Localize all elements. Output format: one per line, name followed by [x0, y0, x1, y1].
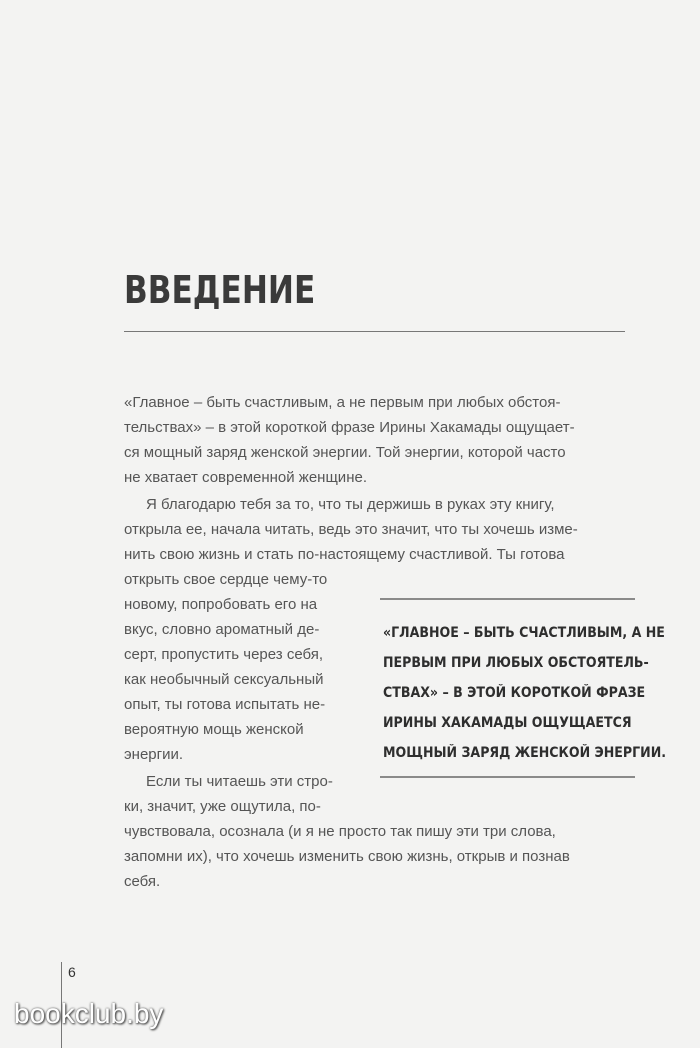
pull-quote-line: «ГЛАВНОЕ – БЫТЬ СЧАСТЛИВЫМ, А НЕ [383, 625, 665, 641]
page-number: 6 [68, 964, 76, 980]
body-line: ся мощный заряд женской энергии. Той энергии, которой часто [124, 444, 566, 461]
pull-quote-line: ПЕРВЫМ ПРИ ЛЮБЫХ ОБСТОЯТЕЛЬ- [383, 655, 649, 671]
body-line: как необычный сексуальный [124, 671, 324, 688]
body-line: Я благодарю тебя за то, что ты держишь в руках эту книгу, [146, 496, 555, 513]
pull-quote [383, 618, 667, 768]
pull-quote-top-rule [380, 598, 635, 600]
body-line: открыть свое сердце чему-то [124, 571, 328, 588]
body-line: серт, пропустить через себя, [124, 646, 324, 663]
body-line: новому, попробовать его на [124, 596, 318, 613]
body-line: запомни их), что хочешь изменить свою жизнь, открыв и познав [124, 848, 570, 865]
watermark: bookclub.by [14, 998, 164, 1029]
body-line: энергии. [124, 746, 184, 763]
body-line: Если ты читаешь эти стро- [146, 773, 333, 790]
pull-quote-line: ИРИНЫ ХАКАМАДЫ ОЩУЩАЕТСЯ [383, 715, 632, 731]
body-line: нить свою жизнь и стать по-настоящему счастливой. Ты готова [124, 546, 565, 563]
body-line: не хватает современной женщине. [124, 469, 367, 486]
body-line: «Главное – быть счастливым, а не первым при любых обстоя- [124, 394, 561, 411]
pull-quote-line: МОЩНЫЙ ЗАРЯД ЖЕНСКОЙ ЭНЕРГИИ. [383, 745, 667, 761]
body-line: тельствах» – в этой короткой фразе Ирины Хакамады ощущает- [124, 419, 575, 436]
pull-quote-bottom-rule [380, 776, 635, 778]
chapter-heading: ВВЕДЕНИЕ [124, 268, 316, 312]
body-line: ки, значит, уже ощутила, по- [124, 798, 321, 815]
body-line: чувствовала, осознала (и я не просто так пишу эти три слова, [124, 823, 556, 840]
body-line: опыт, ты готова испытать не- [124, 696, 326, 713]
pull-quote-line: СТВАХ» – В ЭТОЙ КОРОТКОЙ ФРАЗЕ [383, 685, 646, 701]
heading-rule [124, 331, 625, 332]
body-line: вероятную мощь женской [124, 721, 304, 738]
body-line: открыла ее, начала читать, ведь это значит, что ты хочешь изме- [124, 521, 578, 538]
body-line: вкус, словно ароматный де- [124, 621, 320, 638]
body-line: себя. [124, 873, 161, 890]
